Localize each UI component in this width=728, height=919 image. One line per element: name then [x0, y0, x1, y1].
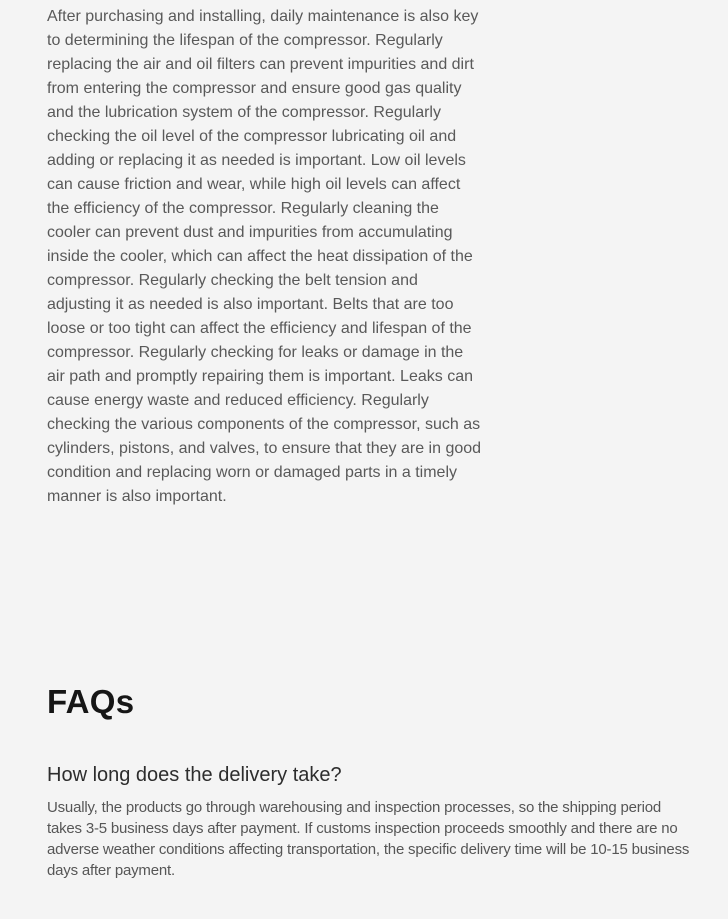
maintenance-paragraph: After purchasing and installing, daily maintenance is also key to determining the lifespan of the compressor. Regularly replacing the air and oil filters can prevent impurities and dirt from entering the compressor and ensure good gas quality and the lubrication system of the compressor. Regularly checking the oil level of the compressor lubricating oil and adding or replacing it as needed is important. Low oil levels can cause friction and wear, while high oil levels can affect the efficiency of the compressor. Regularly cleaning the cooler can prevent dust and impurities from accumulating inside the cooler, which can affect the heat dissipation of the compressor. Regularly checking the belt tension and adjusting it as needed is also important. Belts that are too loose or too tight can affect the efficiency and lifespan of the compressor. Regularly checking for leaks or damage in the air path and promptly repairing them is important. Leaks can cause energy waste and reduced efficiency. Regularly checking the various components of the compressor, such as cylinders, pistons, and valves, to ensure that they are in good condition and replacing worn or damaged parts in a timely manner is also important.: [47, 8, 482, 505]
faqs-heading: FAQs: [47, 683, 135, 720]
faq-question: How long does the delivery take?: [47, 764, 342, 786]
faq-answer: Usually, the products go through warehousing and inspection processes, so the shipping period takes 3-5 business days after payment. If customs inspection proceeds smoothly and there are no adverse weather conditions affecting transportation, the specific delivery time will be 10-15 business days after payment.: [47, 799, 690, 879]
